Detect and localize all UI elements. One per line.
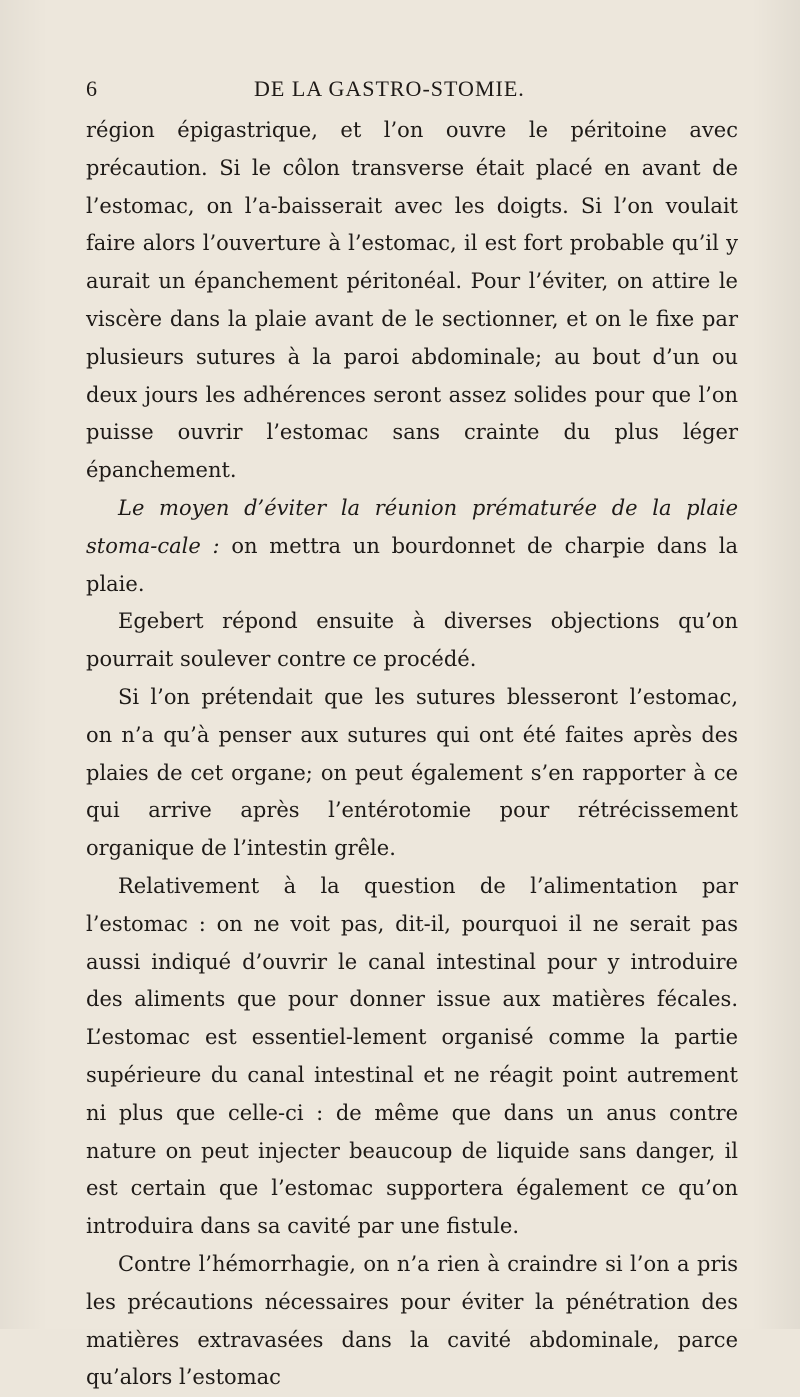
paragraph-3: Egebert répond ensuite à diverses objections qu’on pourrait soulever contre ce procédé. [86,609,738,672]
paragraph-4: Si l’on prétendait que les sutures blesseront l’estomac, on n’a qu’à penser aux sutures qui ont été faites après des plaies de cet organe; on peut également s’en rapporter à ce qui arrive après l’entérotomie pour rétrécissement organique de l’intestin grêle. [86,684,738,861]
paragraph-2 [86,490,738,603]
paragraph-2-text: on mettra un bourdonnet de charpie dans la plaie. [86,533,738,596]
paragraph-2-italic-heading: Le moyen d’éviter la réunion prématurée de la plaie stoma-cale : [86,495,738,558]
running-title: DE LA GASTRO-STOMIE. [254,76,525,101]
paragraph-6: Contre l’hémorrhagie, on n’a rien à craindre si l’on a pris les précautions nécessaires pour éviter la pénétration des matières extravasées dans la cavité abdominale, parce qu’alors l’estomac [86,1251,738,1390]
body-text [86,112,738,1397]
page-number: 6 [86,76,97,101]
running-head [86,76,738,106]
paragraph-5: Relativement à la question de l’alimentation par l’estomac : on ne voit pas, dit-il, pourquoi il ne serait pas aussi indiqué d’ouvrir le canal intestinal pour y introduire des aliments que pour donner issue aux matières fécales. L’estomac est essentiel-lement organisé comme la partie supérieure du canal intestinal et ne réagit point autrement ni plus que celle-ci : de même que dans un anus contre nature on peut injecter beaucoup de liquide sans danger, il est certain que l’estomac supportera également ce qu’on introduira dans sa cavité par une fistule. [86,873,738,1239]
paragraph-1: région épigastrique, et l’on ouvre le péritoine avec précaution. Si le côlon transverse était placé en avant de l’estomac, on l’a-baisserait avec les doigts. Si l’on voulait faire alors l’ouverture à l’estomac, il est fort probable qu’il y aurait un épanchement péritonéal. Pour l’éviter, on attire le viscère dans la plaie avant de le sectionner, et on le fixe par plusieurs sutures à la paroi abdominale; au bout d’un ou deux jours les adhérences seront assez solides pour que l’on puisse ouvrir l’estomac sans crainte du plus léger épanchement. [86,118,738,483]
